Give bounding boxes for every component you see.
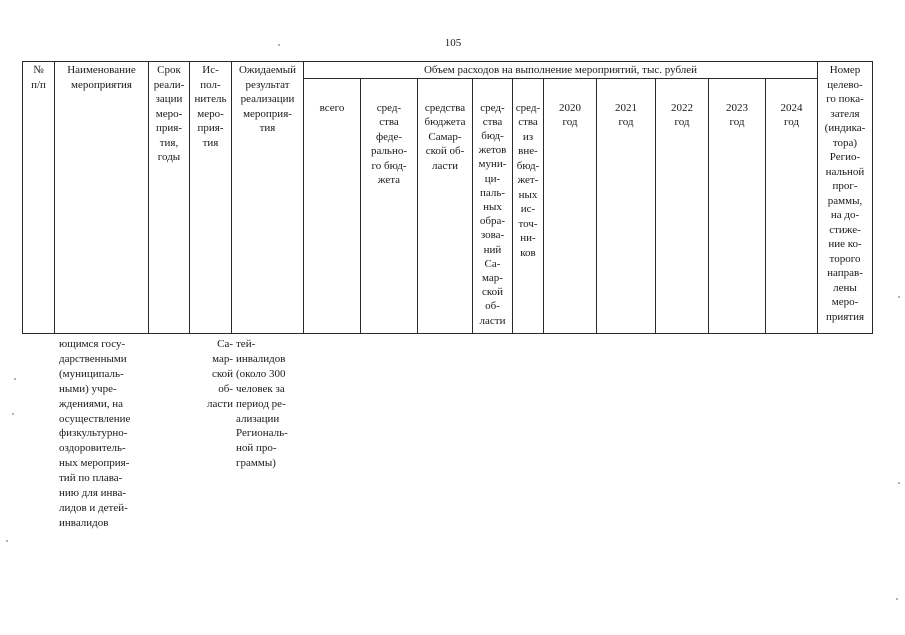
header-line: жет- [517,174,539,187]
col-header-name [55,62,149,334]
header-line: средства [424,101,466,114]
header-line: мар- [482,272,503,285]
scan-speck [896,598,898,600]
header-line: целево- [827,78,863,91]
header-line: из [522,130,534,143]
header-line: год [783,116,800,129]
scan-speck [278,44,280,46]
cont-name-line: физкультурно- [59,427,128,440]
cont-name-line: тий по плава- [59,472,123,485]
header-line: обра- [479,215,506,228]
header-line: меро- [197,107,224,120]
header-line: сред- [480,101,505,114]
col-header-2020 [544,78,597,333]
header-line: Са- [484,257,501,270]
cont-name-line: ных мероприя- [59,457,130,470]
cont-executor-line: ской [211,367,233,380]
header-line: ни- [520,232,536,245]
header-line: приятия [825,310,865,323]
header-line: сред- [515,101,541,114]
cont-executor-line: ласти [207,397,233,410]
col-header-indicator [818,62,873,334]
cont-result-line: ной про- [236,442,277,455]
col-header-2022 [656,78,709,333]
header-line: меро- [831,296,859,308]
header-line: 2020 [559,101,581,114]
cont-executor-line: Са- [217,338,233,350]
header-line: го пока- [826,93,864,105]
header-line: результат [245,78,290,91]
cont-name-line: (муниципаль- [59,367,124,380]
header-line: прог- [832,180,858,192]
header-line: Самар- [428,130,462,143]
header-line: ис- [520,203,536,216]
cont-result-line: ализации [236,412,280,425]
header-line: реализации [240,93,295,105]
cont-name-line: нию для инва- [59,487,127,500]
col-header-extrabudget [513,78,544,333]
header-line: лены [833,281,857,294]
cont-result-line: тей- [236,338,256,350]
cont-result-line: граммы) [236,457,276,470]
header-line: годы [157,151,181,163]
col-header-2021 [597,78,656,333]
header-line: феде- [375,130,402,143]
header-line: Срок [157,64,181,76]
header-line: Ис- [202,64,219,76]
header-line: го бюд- [371,159,407,172]
header-line: № [33,64,44,76]
header-line: муни- [478,158,507,171]
col-header-municipal [473,78,513,333]
header-line: ства [482,115,503,128]
header-line: зова- [480,229,505,242]
scan-speck [12,413,14,415]
header-line: (индика- [824,122,866,134]
header-line: ской об- [425,145,465,158]
col-header-federal [361,78,418,333]
scan-speck [6,540,8,542]
header-line: рально- [370,145,408,158]
header-line: пол- [200,78,221,91]
cont-name-line: оздоровитель- [59,442,126,455]
header-line: год [729,116,745,129]
header-line: бюд- [481,130,504,143]
header-line: всего [319,101,345,114]
header-line: ласти [432,159,458,172]
header-line: тия [202,136,219,149]
cont-name-line: ющимся госу- [59,338,126,350]
cont-result-line: человек за [236,382,285,395]
header-line: прия- [156,122,182,134]
header-line: на до- [830,209,860,221]
header-line: 2021 [615,101,637,114]
scan-speck [898,482,900,484]
header-line: тия, [159,136,179,149]
header-line: бюд- [516,159,540,172]
header-line: ства [518,116,538,129]
header-line: мероприятия [71,78,132,91]
header-line: нитель [194,93,227,105]
header-line: год [562,116,578,129]
cont-name-line: ными) учре- [59,382,117,395]
header-line: 2022 [671,101,693,114]
header-line: зателя [830,107,860,120]
header-line: ской [481,286,504,299]
cont-result-line: период ре- [236,397,286,410]
cont-result-line: инвалидов [236,352,286,365]
continuation-result [236,337,306,471]
header-line: направ- [827,267,863,279]
cont-name-line: лидов и детей- [59,501,128,514]
header-line: ци- [484,172,501,185]
header-line: нальной [825,165,865,178]
cont-result-line: (около 300 [236,367,286,380]
header-line: ных [483,201,502,214]
cont-name-line: инвалидов [59,516,109,529]
header-line: 2023 [726,101,748,114]
col-header-expenses: Объем расходов на выполнение мероприятий, тыс. рублей [304,62,818,79]
header-table [22,61,873,334]
header-line: ний [483,243,502,256]
header-line: раммы, [827,194,863,207]
header-line: прия- [197,122,224,134]
header-line: ства [379,116,399,129]
header-line: Номер [829,64,861,76]
header-line: торого [829,252,861,265]
header-line: сред- [376,101,402,114]
header-line: ных [518,188,538,201]
cont-executor-line: мар- [212,352,233,365]
header-line: паль- [479,186,506,199]
header-line: п/п [31,78,46,91]
col-header-2023 [709,78,766,333]
cont-result-line: Региональ- [236,427,288,440]
col-header-term [149,62,190,334]
header-line: ние ко- [828,238,862,250]
header-line: год [618,116,634,129]
header-line: ласти [479,314,506,327]
header-line: бюджета [424,116,466,129]
header-line: Ожидаемый [238,64,297,76]
col-header-total [304,78,361,333]
header-line: тия [259,122,276,134]
cont-name-line: дарственными [59,352,127,365]
header-line: 2024 [780,101,803,114]
scan-speck [14,378,16,380]
header-line: Наименование [67,64,136,76]
header-line: мероприя- [243,107,292,120]
cont-name-line: осуществление [59,412,131,425]
cont-executor-line: об- [218,382,233,395]
header-line: зации [155,93,183,105]
header-line: меро- [155,107,183,120]
continuation-name [59,337,149,531]
header-line: об- [485,300,500,313]
scan-speck [898,296,900,298]
col-header-number [23,62,55,334]
header-line: жета [377,174,401,187]
col-header-regional [418,78,473,333]
page-number: 105 [444,37,462,49]
header-line: Регио- [829,151,861,163]
header-line: вне- [518,145,538,158]
header-line: год [674,116,690,129]
header-line: реали- [153,78,185,91]
col-header-executor [190,62,232,334]
header-line: ков [520,246,536,259]
header-line: стиже- [829,223,861,236]
col-header-result [232,62,304,334]
header-line: точ- [518,217,538,230]
cont-name-line: ждениями, на [59,397,124,410]
col-header-2024 [766,78,818,333]
header-line: жетов [478,144,507,157]
header-line: тора) [832,136,858,149]
continuation-executor [189,337,233,412]
